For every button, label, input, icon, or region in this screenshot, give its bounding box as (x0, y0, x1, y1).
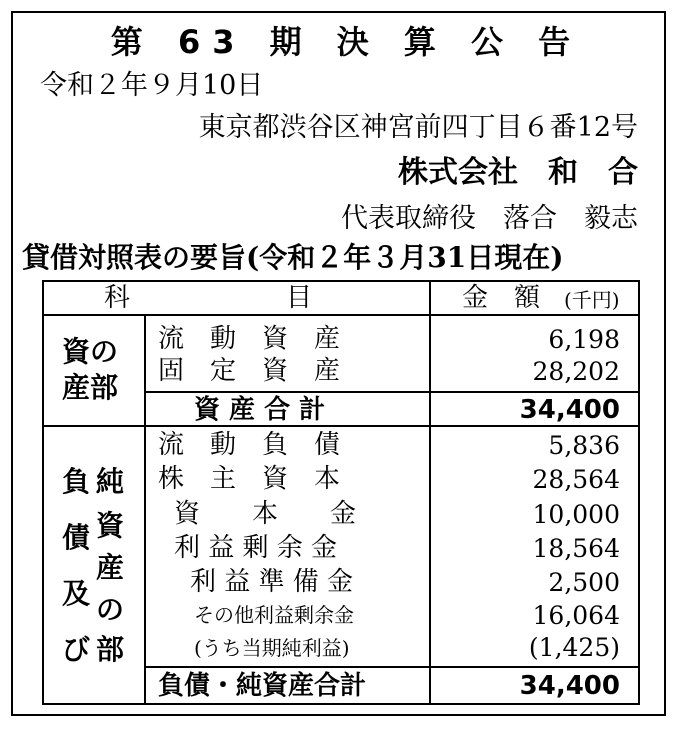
group-column-rule (144, 314, 146, 703)
section-rule (44, 425, 638, 427)
row-value: 5,836 (548, 431, 620, 460)
liab-group-char: 負 (62, 465, 91, 498)
row-label: その他利益剰余金 (194, 603, 354, 627)
row-label: 固 定 資 産 (158, 356, 341, 386)
liab-group-char: び (62, 633, 91, 666)
subject-column-header: 科 目 (104, 283, 313, 313)
grand-total-value: 34,400 (519, 671, 620, 701)
equity-group-char: の (96, 593, 125, 626)
row-label: 利 益 準 備 金 (190, 567, 354, 597)
row-label: (うち当期純利益) (194, 636, 350, 660)
row-value: 18,564 (532, 534, 620, 563)
row-value: 28,564 (532, 465, 620, 494)
row-label: 流 動 資 産 (158, 324, 341, 354)
equity-group-char: 産 (96, 551, 125, 584)
assets-subtotal-rule (144, 391, 638, 393)
row-value: 2,500 (548, 568, 620, 597)
row-label: 株 主 資 本 (158, 464, 341, 494)
assets-total-value: 34,400 (519, 395, 620, 425)
row-label: 利 益 剰 余 金 (174, 533, 338, 563)
row-value: 28,202 (532, 357, 620, 386)
assets-group-label-2: 産部 (62, 371, 119, 404)
company-name: 株式会社 和 合 (398, 155, 638, 190)
row-value: 16,064 (532, 601, 620, 630)
liab-group-char: 債 (62, 521, 91, 554)
amount-column-header: 金 額 (462, 283, 541, 313)
row-value: 6,198 (548, 325, 620, 354)
amount-column-rule (429, 282, 431, 703)
representative: 代表取締役 落合 毅志 (341, 203, 638, 234)
row-label: 流 動 負 債 (158, 430, 341, 460)
equity-group-char: 資 (96, 509, 125, 542)
liab-group-char: 及 (62, 577, 91, 610)
balance-sheet-subtitle: 貸借対照表の要旨(令和２年３月31日現在) (22, 241, 564, 274)
notice-title: 第 63 期 決 算 公 告 (110, 23, 583, 61)
assets-total-label: 資 産 合 計 (194, 395, 326, 425)
row-label: 資 本 金 (174, 499, 357, 529)
company-address: 東京都渋谷区神宮前四丁目６番12号 (198, 112, 638, 143)
grand-total-label: 負債・純資産合計 (158, 671, 367, 701)
unit-label: (千円) (564, 288, 620, 312)
equity-group-char: 純 (96, 465, 125, 498)
balance-sheet-table (42, 280, 640, 705)
header-rule (44, 314, 638, 316)
row-value: (1,425) (528, 633, 620, 662)
assets-group-label-1: 資の (62, 335, 119, 368)
notice-date: 令和２年９月10日 (40, 70, 264, 101)
equity-group-char: 部 (96, 633, 125, 666)
row-value: 10,000 (532, 500, 620, 529)
total-rule (144, 666, 638, 668)
